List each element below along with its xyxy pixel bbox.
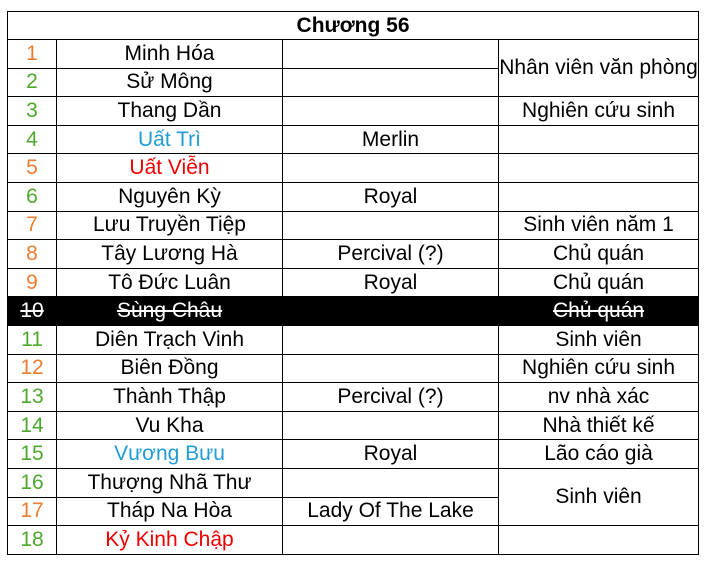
- alias-cell: [283, 354, 499, 383]
- occupation-cell: [499, 125, 699, 154]
- alias-cell: [283, 325, 499, 354]
- table-row: [8, 383, 699, 412]
- alias-cell: [283, 411, 499, 440]
- alias-cell: [283, 297, 499, 326]
- table-row-struck: [8, 297, 699, 326]
- table-row: [8, 40, 699, 69]
- character-name: Vương Bưu: [57, 440, 283, 469]
- table-row: [8, 211, 699, 240]
- alias-cell: Royal: [283, 440, 499, 469]
- row-number: 1: [8, 40, 57, 69]
- character-name: Lưu Truyền Tiệp: [57, 211, 283, 240]
- alias-cell: [283, 211, 499, 240]
- title-row: [8, 12, 699, 40]
- table-row: [8, 268, 699, 297]
- table-row: [8, 354, 699, 383]
- occupation-cell: Nhà thiết kế: [499, 411, 699, 440]
- occupation-cell: Lão cáo già: [499, 440, 699, 469]
- character-name: Thang Dần: [57, 97, 283, 126]
- character-name: Tháp Na Hòa: [57, 497, 283, 526]
- character-name: Nguyên Kỳ: [57, 182, 283, 211]
- table-title: Chương 56: [8, 12, 699, 40]
- alias-cell: [283, 154, 499, 183]
- row-number: 16: [8, 468, 57, 497]
- occupation-cell: Sinh viên: [499, 325, 699, 354]
- table-row: [8, 97, 699, 126]
- alias-cell: Royal: [283, 268, 499, 297]
- character-table: [7, 11, 699, 555]
- table-row: [8, 125, 699, 154]
- row-number: 13: [8, 383, 57, 412]
- character-name: Vu Kha: [57, 411, 283, 440]
- row-number: 8: [8, 240, 57, 269]
- character-name: Uất Trì: [57, 125, 283, 154]
- table-row: [8, 182, 699, 211]
- row-number: 18: [8, 526, 57, 555]
- row-number: 10: [8, 297, 57, 326]
- row-number: 6: [8, 182, 57, 211]
- character-name: Tây Lương Hà: [57, 240, 283, 269]
- row-number: 7: [8, 211, 57, 240]
- character-name: Biên Đồng: [57, 354, 283, 383]
- table-row: [8, 468, 699, 497]
- alias-cell: [283, 526, 499, 555]
- row-number: 12: [8, 354, 57, 383]
- occupation-cell: Sinh viên năm 1: [499, 211, 699, 240]
- character-name: Diên Trạch Vinh: [57, 325, 283, 354]
- table-row: [8, 526, 699, 555]
- occupation-cell: [499, 154, 699, 183]
- row-number: 9: [8, 268, 57, 297]
- occupation-cell: Chủ quán: [499, 297, 699, 326]
- occupation-cell: [499, 182, 699, 211]
- alias-cell: [283, 40, 499, 69]
- alias-cell: [283, 468, 499, 497]
- alias-cell: Lady Of The Lake: [283, 497, 499, 526]
- table-row: [8, 325, 699, 354]
- row-number: 3: [8, 97, 57, 126]
- occupation-cell: Chủ quán: [499, 240, 699, 269]
- character-name: Kỷ Kinh Chập: [57, 526, 283, 555]
- alias-cell: [283, 68, 499, 97]
- character-name: Sùng Châu: [57, 297, 283, 326]
- alias-cell: Merlin: [283, 125, 499, 154]
- row-number: 4: [8, 125, 57, 154]
- table-row: [8, 440, 699, 469]
- occupation-cell: Nhân viên văn phòng: [499, 40, 699, 97]
- row-number: 15: [8, 440, 57, 469]
- row-number: 2: [8, 68, 57, 97]
- occupation-cell: Nghiên cứu sinh: [499, 97, 699, 126]
- alias-cell: Royal: [283, 182, 499, 211]
- row-number: 5: [8, 154, 57, 183]
- character-name: Uất Viễn: [57, 154, 283, 183]
- alias-cell: [283, 97, 499, 126]
- table-row: [8, 154, 699, 183]
- character-name: Sử Mông: [57, 68, 283, 97]
- occupation-cell: Nghiên cứu sinh: [499, 354, 699, 383]
- row-number: 14: [8, 411, 57, 440]
- occupation-cell: nv nhà xác: [499, 383, 699, 412]
- character-name: Tô Đức Luân: [57, 268, 283, 297]
- row-number: 17: [8, 497, 57, 526]
- character-name: Minh Hóa: [57, 40, 283, 69]
- occupation-cell: Chủ quán: [499, 268, 699, 297]
- occupation-cell: Sinh viên: [499, 468, 699, 525]
- alias-cell: Percival (?): [283, 383, 499, 412]
- table-row: [8, 411, 699, 440]
- occupation-cell: [499, 526, 699, 555]
- character-name: Thành Thập: [57, 383, 283, 412]
- alias-cell: Percival (?): [283, 240, 499, 269]
- row-number: 11: [8, 325, 57, 354]
- character-name: Thượng Nhã Thư: [57, 468, 283, 497]
- table-row: [8, 240, 699, 269]
